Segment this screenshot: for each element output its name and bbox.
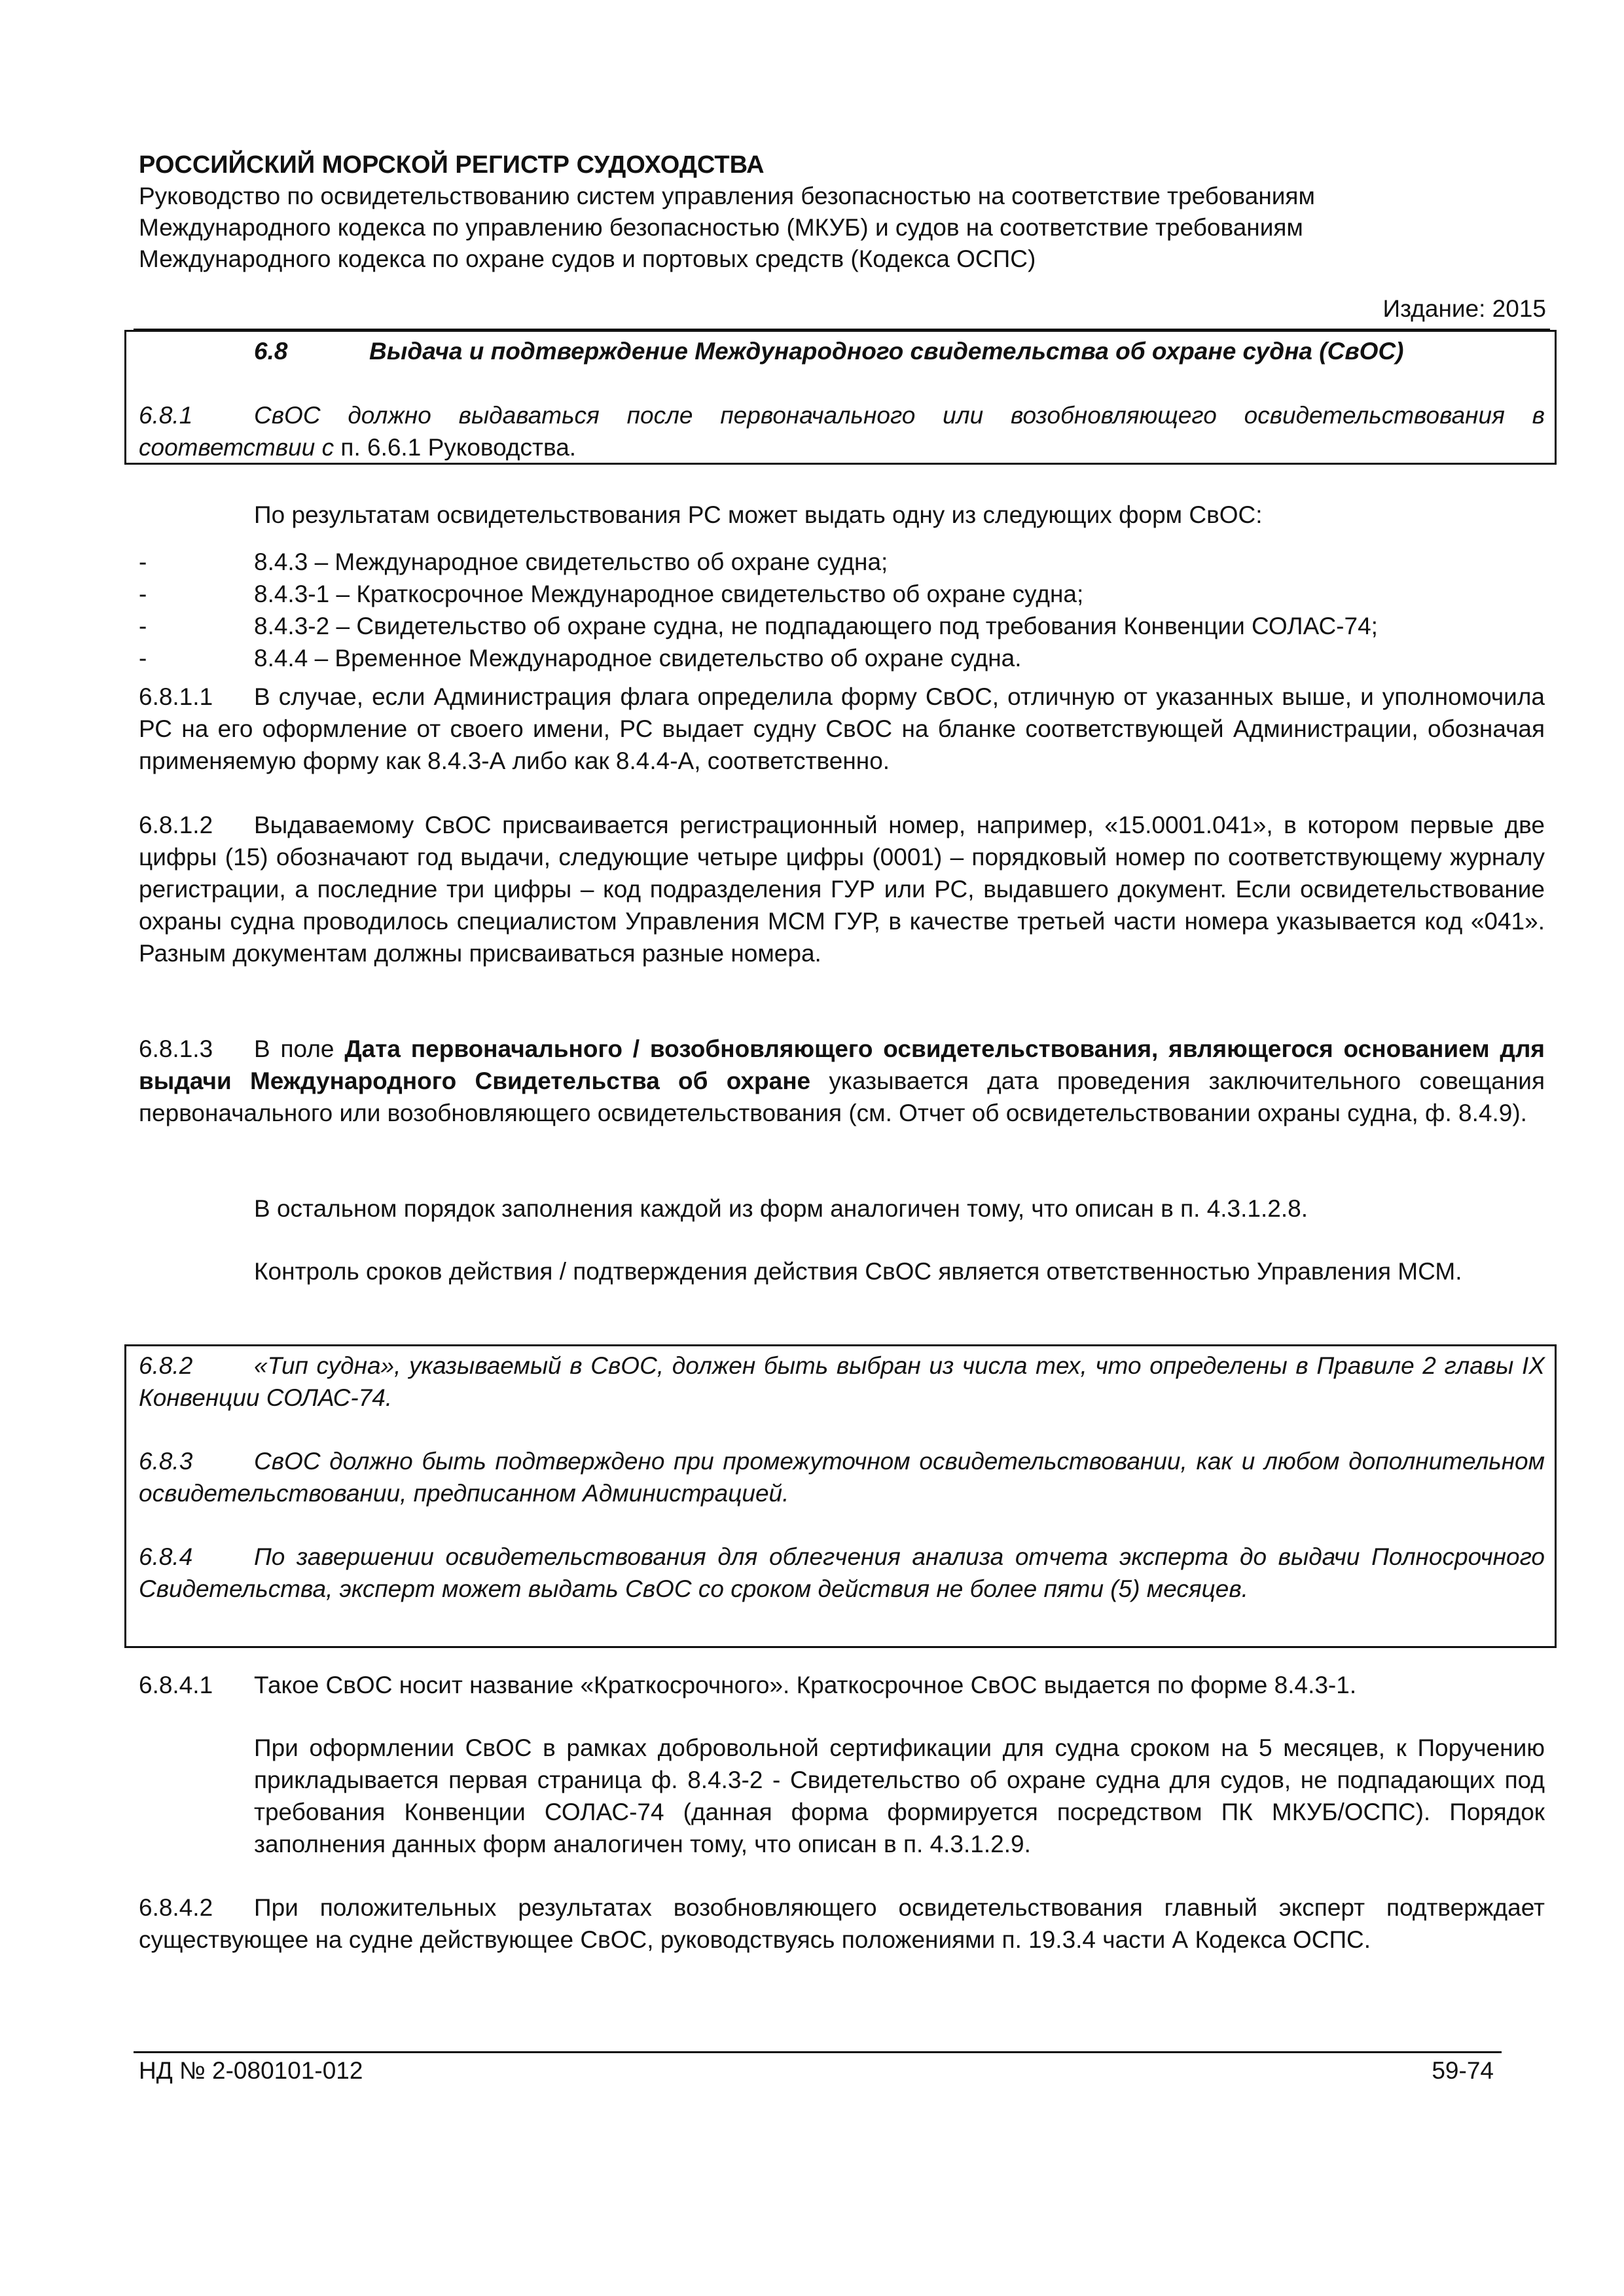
document-header <box>139 149 1546 275</box>
paragraph-voluntary: При оформлении СвОС в рамках добровольной сертификации для судна сроком на 5 месяцев, к Поручению прикладывается первая страница ф. 8.4.3-2 - Свидетельство об охране судна для судов, не подпадающих под требования Конвенции СОЛАС-74 (данная форма формируется посредством ПК МКУБ/ОСПС). Порядок заполнения данных форм аналогичен тому, что описан в п. 4.3.1.2.9. <box>254 1734 1545 1857</box>
paragraph-6-8-1-3: 6.8.1.3 В поле Дата первоначального / возобновляющего освидетельствования, являющегося основанием для выдачи Международного Свидетельства об охране указывается дата проведения заключительного совещания первоначального или возобновляющего освидетельствования (см. Отчет об освидетельствовании охраны судна, ф. 8.4.9). <box>139 1035 1545 1126</box>
paragraph-6-8-1-2: 6.8.1.2 Выдаваемому СвОС присваивается регистрационный номер, например, «15.0001.041», в котором первые две цифры (15) обозначают год выдачи, следующие четыре цифры (0001) – порядковый номер по соответствующему журналу регистрации, а последние три цифры – код подразделения ГУР или РС, выдавшего документ. Если освидетельствование охраны судна проводилось специалистом Управления МСМ ГУР, в качестве третьей части номера указывается код «041». Разным документам должны присваиваться разные номера. <box>139 812 1545 967</box>
edition-label: Издание: 2015 <box>1382 295 1546 322</box>
footer-rule <box>134 2051 1502 2053</box>
paragraph-6-8-4-1: 6.8.4.1 Такое СвОС носит название «Краткосрочного». Краткосрочное СвОС выдается по форме 8.4.3-1. <box>139 1672 1357 1698</box>
paragraph-control: Контроль сроков действия / подтверждения действия СвОС является ответственностью Управления МСМ. <box>254 1258 1462 1285</box>
page-number: 59-74 <box>1432 2057 1494 2084</box>
paragraph-6-8-2: 6.8.2 «Тип судна», указываемый в СвОС, должен быть выбран из числа тех, что определены в Правиле 2 главы IX Конвенции СОЛАС-74. <box>139 1352 1545 1411</box>
list-item: - 8.4.3-1 – Краткосрочное Международное свидетельство об охране судна; <box>139 581 1084 607</box>
section-title: Выдача и подтверждение Международного свидетельства об охране судна (СвОС) <box>369 338 1404 365</box>
paragraph-6-8-4-2: 6.8.4.2 При положительных результатах возобновляющего освидетельствования главный эксперт подтверждает существующее на судне действующее СвОС, руководствуясь положениями п. 19.3.4 части А Кодекса ОСПС. <box>139 1894 1545 1953</box>
subtitle-line-3: Международного кодекса по охране судов и портовых средств (Кодекса ОСПС) <box>139 245 1036 272</box>
paragraph-6-8-4: 6.8.4 По завершении освидетельствования для облегчения анализа отчета эксперта до выдачи Полносрочного Свидетельства, эксперт может выдать СвОС со сроком действия не более пяти (5) месяцев. <box>139 1543 1545 1602</box>
section-heading <box>139 335 1545 367</box>
forms-list <box>139 546 1545 674</box>
list-item: - 8.4.3-2 – Свидетельство об охране судна, не подпадающего под требования Конвенции СОЛАС-74; <box>139 613 1378 639</box>
section-number: 6.8 <box>254 338 288 365</box>
forms-intro <box>139 499 1545 531</box>
paragraph-rest: В остальном порядок заполнения каждой из форм аналогичен тому, что описан в п. 4.3.1.2.8. <box>254 1195 1308 1222</box>
list-item: - 8.4.4 – Временное Международное свидетельство об охране судна. <box>139 645 1022 672</box>
document-number: НД № 2-080101-012 <box>139 2057 363 2084</box>
paragraph-6-8-3: 6.8.3 СвОС должно быть подтверждено при промежуточном освидетельствовании, как и любом дополнительном освидетельствовании, предписанном Администрацией. <box>139 1448 1545 1507</box>
paragraph-text-normal: п. 6.6.1 Руководства. <box>334 434 577 461</box>
subtitle-line-2: Международного кодекса по управлению безопасностью (МКУБ) и судов на соответствие требованиям <box>139 214 1303 241</box>
forms-intro-text: По результатам освидетельствования РС может выдать одну из следующих форм СвОС: <box>254 501 1263 528</box>
page-footer <box>139 2055 1494 2087</box>
organization-name: РОССИЙСКИЙ МОРСКОЙ РЕГИСТР СУДОХОДСТВА <box>139 151 765 179</box>
paragraph-6-8-1-1: 6.8.1.1 В случае, если Администрация флага определила форму СвОС, отличную от указанных выше, и уполномочила РС на его оформление от своего имени, РС выдает судну СвОС на бланке соответствующей Администрации, обозначая применяемую форму как 8.4.3-А либо как 8.4.4-А, соответственно. <box>139 683 1545 774</box>
list-item: - 8.4.3 – Международное свидетельство об охране судна; <box>139 548 888 575</box>
paragraph-text-italic: СвОС должно выдаваться после первоначального или возобновляющего освидетельствования в соответствии с <box>139 402 1545 461</box>
paragraph-number: 6.8.1 <box>139 402 193 429</box>
subtitle-line-1: Руководство по освидетельствованию систем управления безопасностью на соответствие требованиям <box>139 183 1315 209</box>
paragraph-6-8-1 <box>139 399 1545 463</box>
